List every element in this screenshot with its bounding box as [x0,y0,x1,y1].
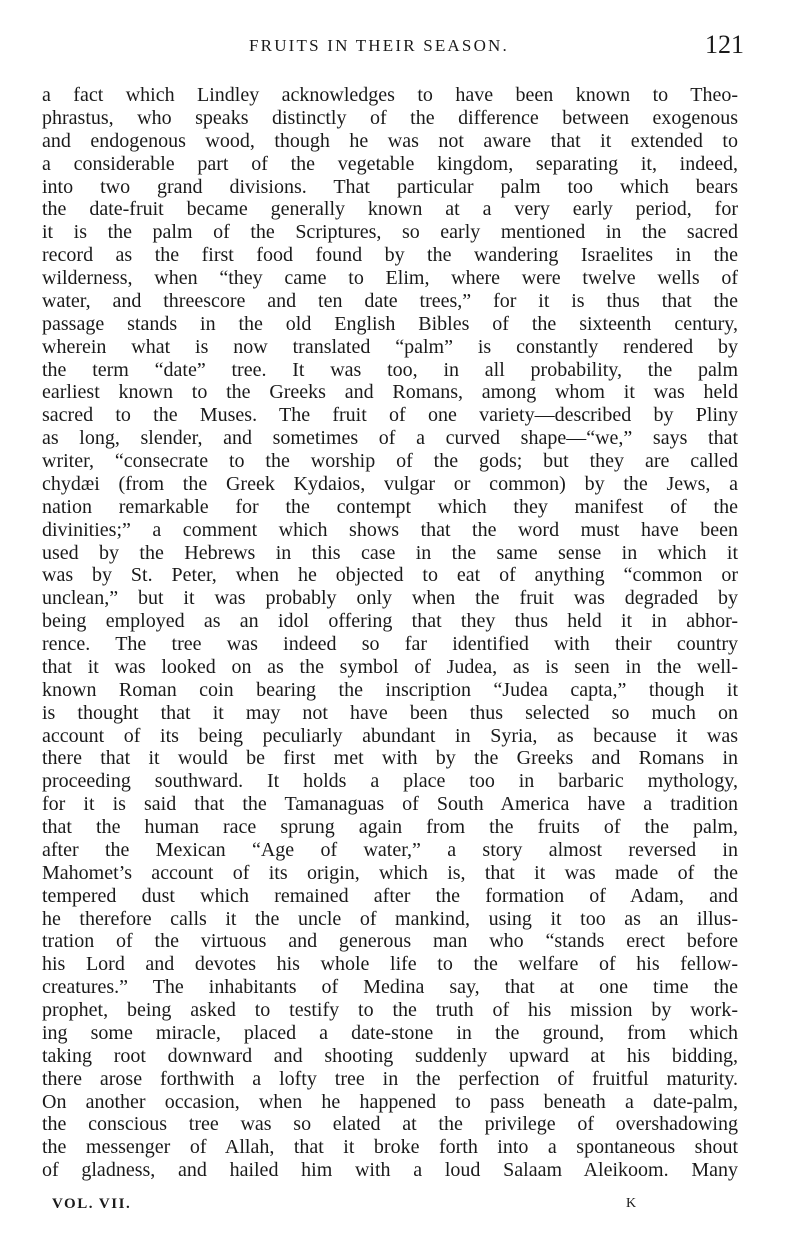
running-head [44,30,744,62]
text-line: unclean,” but it was probably only when the fruit was degraded by [42,587,738,610]
text-line: passage stands in the old English Bibles of the sixteenth century, [42,312,738,335]
text-line: the term “date” tree. It was too, in all probability, the palm [42,358,738,381]
text-line: there arose forthwith a lofty tree in the perfection of fruitful maturity. [42,1067,738,1090]
text-line: his Lord and devotes his whole life to the welfare of his fellow- [42,953,738,976]
text-line: prophet, being asked to testify to the truth of his mission by work- [42,999,738,1021]
text-line: phrastus, who speaks distinctly of the difference between exogenous [42,106,738,129]
signature-mark: K [626,1196,637,1211]
volume-label: VOL. VII. [52,1196,132,1212]
text-line: the conscious tree was so elated at the privilege of overshadowing [42,1113,738,1136]
body-text [42,84,738,1182]
text-line: that it was looked on as the symbol of Judea, as is seen in the well- [42,655,738,678]
text-line: wilderness, when “they came to Elim, where were twelve wells of [42,267,738,289]
text-line: ing some miracle, placed a date-stone in the ground, from which [42,1021,738,1044]
text-line: tempered dust which remained after the formation of Adam, and [42,884,738,907]
text-line: account of its being peculiarly abundant in Syria, as because it was [42,724,738,747]
text-line: he therefore calls it the uncle of mankind, using it too as an illus- [42,907,738,930]
text-line: tration of the virtuous and generous man who “stands erect before [42,930,738,953]
text-line: water, and threescore and ten date trees,” for it is thus that the [42,289,738,312]
page-footer [42,1196,642,1220]
text-line: was by St. Peter, when he objected to eat of anything “common or [42,564,738,587]
text-line: proceeding southward. It holds a place too in barbaric mythology, [42,770,738,793]
text-line: wherein what is now translated “palm” is constantly rendered by [42,335,738,358]
text-line: the date-fruit became generally known at a very early period, for [42,198,738,221]
text-line: sacred to the Muses. The fruit of one variety—described by Pliny [42,404,738,427]
text-line: for it is said that the Tamanaguas of South America have a tradition [42,793,738,816]
text-line: used by the Hebrews in this case in the same sense in which it [42,541,738,564]
text-line: of gladness, and hailed him with a loud Salaam Aleikoom. Many [42,1159,738,1182]
text-line: rence. The tree was indeed so far identified with their country [42,633,738,655]
text-line: divinities;” a comment which shows that the word must have been [42,518,738,541]
text-line: the messenger of Allah, that it broke forth into a spontaneous shout [42,1136,738,1159]
text-line: as long, slender, and sometimes of a curved shape—“we,” says that [42,427,738,450]
text-line: nation remarkable for the contempt which they manifest of the [42,495,738,518]
text-line: chydæi (from the Greek Kydaios, vulgar or common) by the Jews, a [42,472,738,495]
text-line: On another occasion, when he happened to pass beneath a date-palm, [42,1090,738,1113]
text-line: is thought that it may not have been thus selected so much on [42,701,738,724]
running-title: FRUITS IN THEIR SEASON. [249,36,509,55]
text-line: and endogenous wood, though he was not aware that it extended to [42,129,738,152]
page-number: 121 [705,30,744,59]
text-line: being employed as an idol offering that they thus held it in abhor- [42,610,738,633]
text-line: into two grand divisions. That particular palm too which bears [42,175,738,198]
text-line: there that it would be first met with by the Greeks and Romans in [42,747,738,770]
text-line: a fact which Lindley acknowledges to have been known to Theo- [42,84,738,106]
text-line: a considerable part of the vegetable kingdom, separating it, indeed, [42,152,738,175]
text-line: creatures.” The inhabitants of Medina say, that at one time the [42,976,738,999]
text-line: that the human race sprung again from the fruits of the palm, [42,816,738,838]
text-line: taking root downward and shooting suddenly upward at his bidding, [42,1044,738,1067]
text-line: writer, “consecrate to the worship of the gods; but they are called [42,450,738,472]
text-line: record as the first food found by the wandering Israelites in the [42,244,738,267]
text-line: known Roman coin bearing the inscription “Judea capta,” though it [42,678,738,701]
text-line: it is the palm of the Scriptures, so early mentioned in the sacred [42,221,738,244]
text-line: earliest known to the Greeks and Romans, among whom it was held [42,381,738,404]
text-line: Mahomet’s account of its origin, which is, that it was made of the [42,861,738,884]
text-line: after the Mexican “Age of water,” a story almost reversed in [42,838,738,861]
